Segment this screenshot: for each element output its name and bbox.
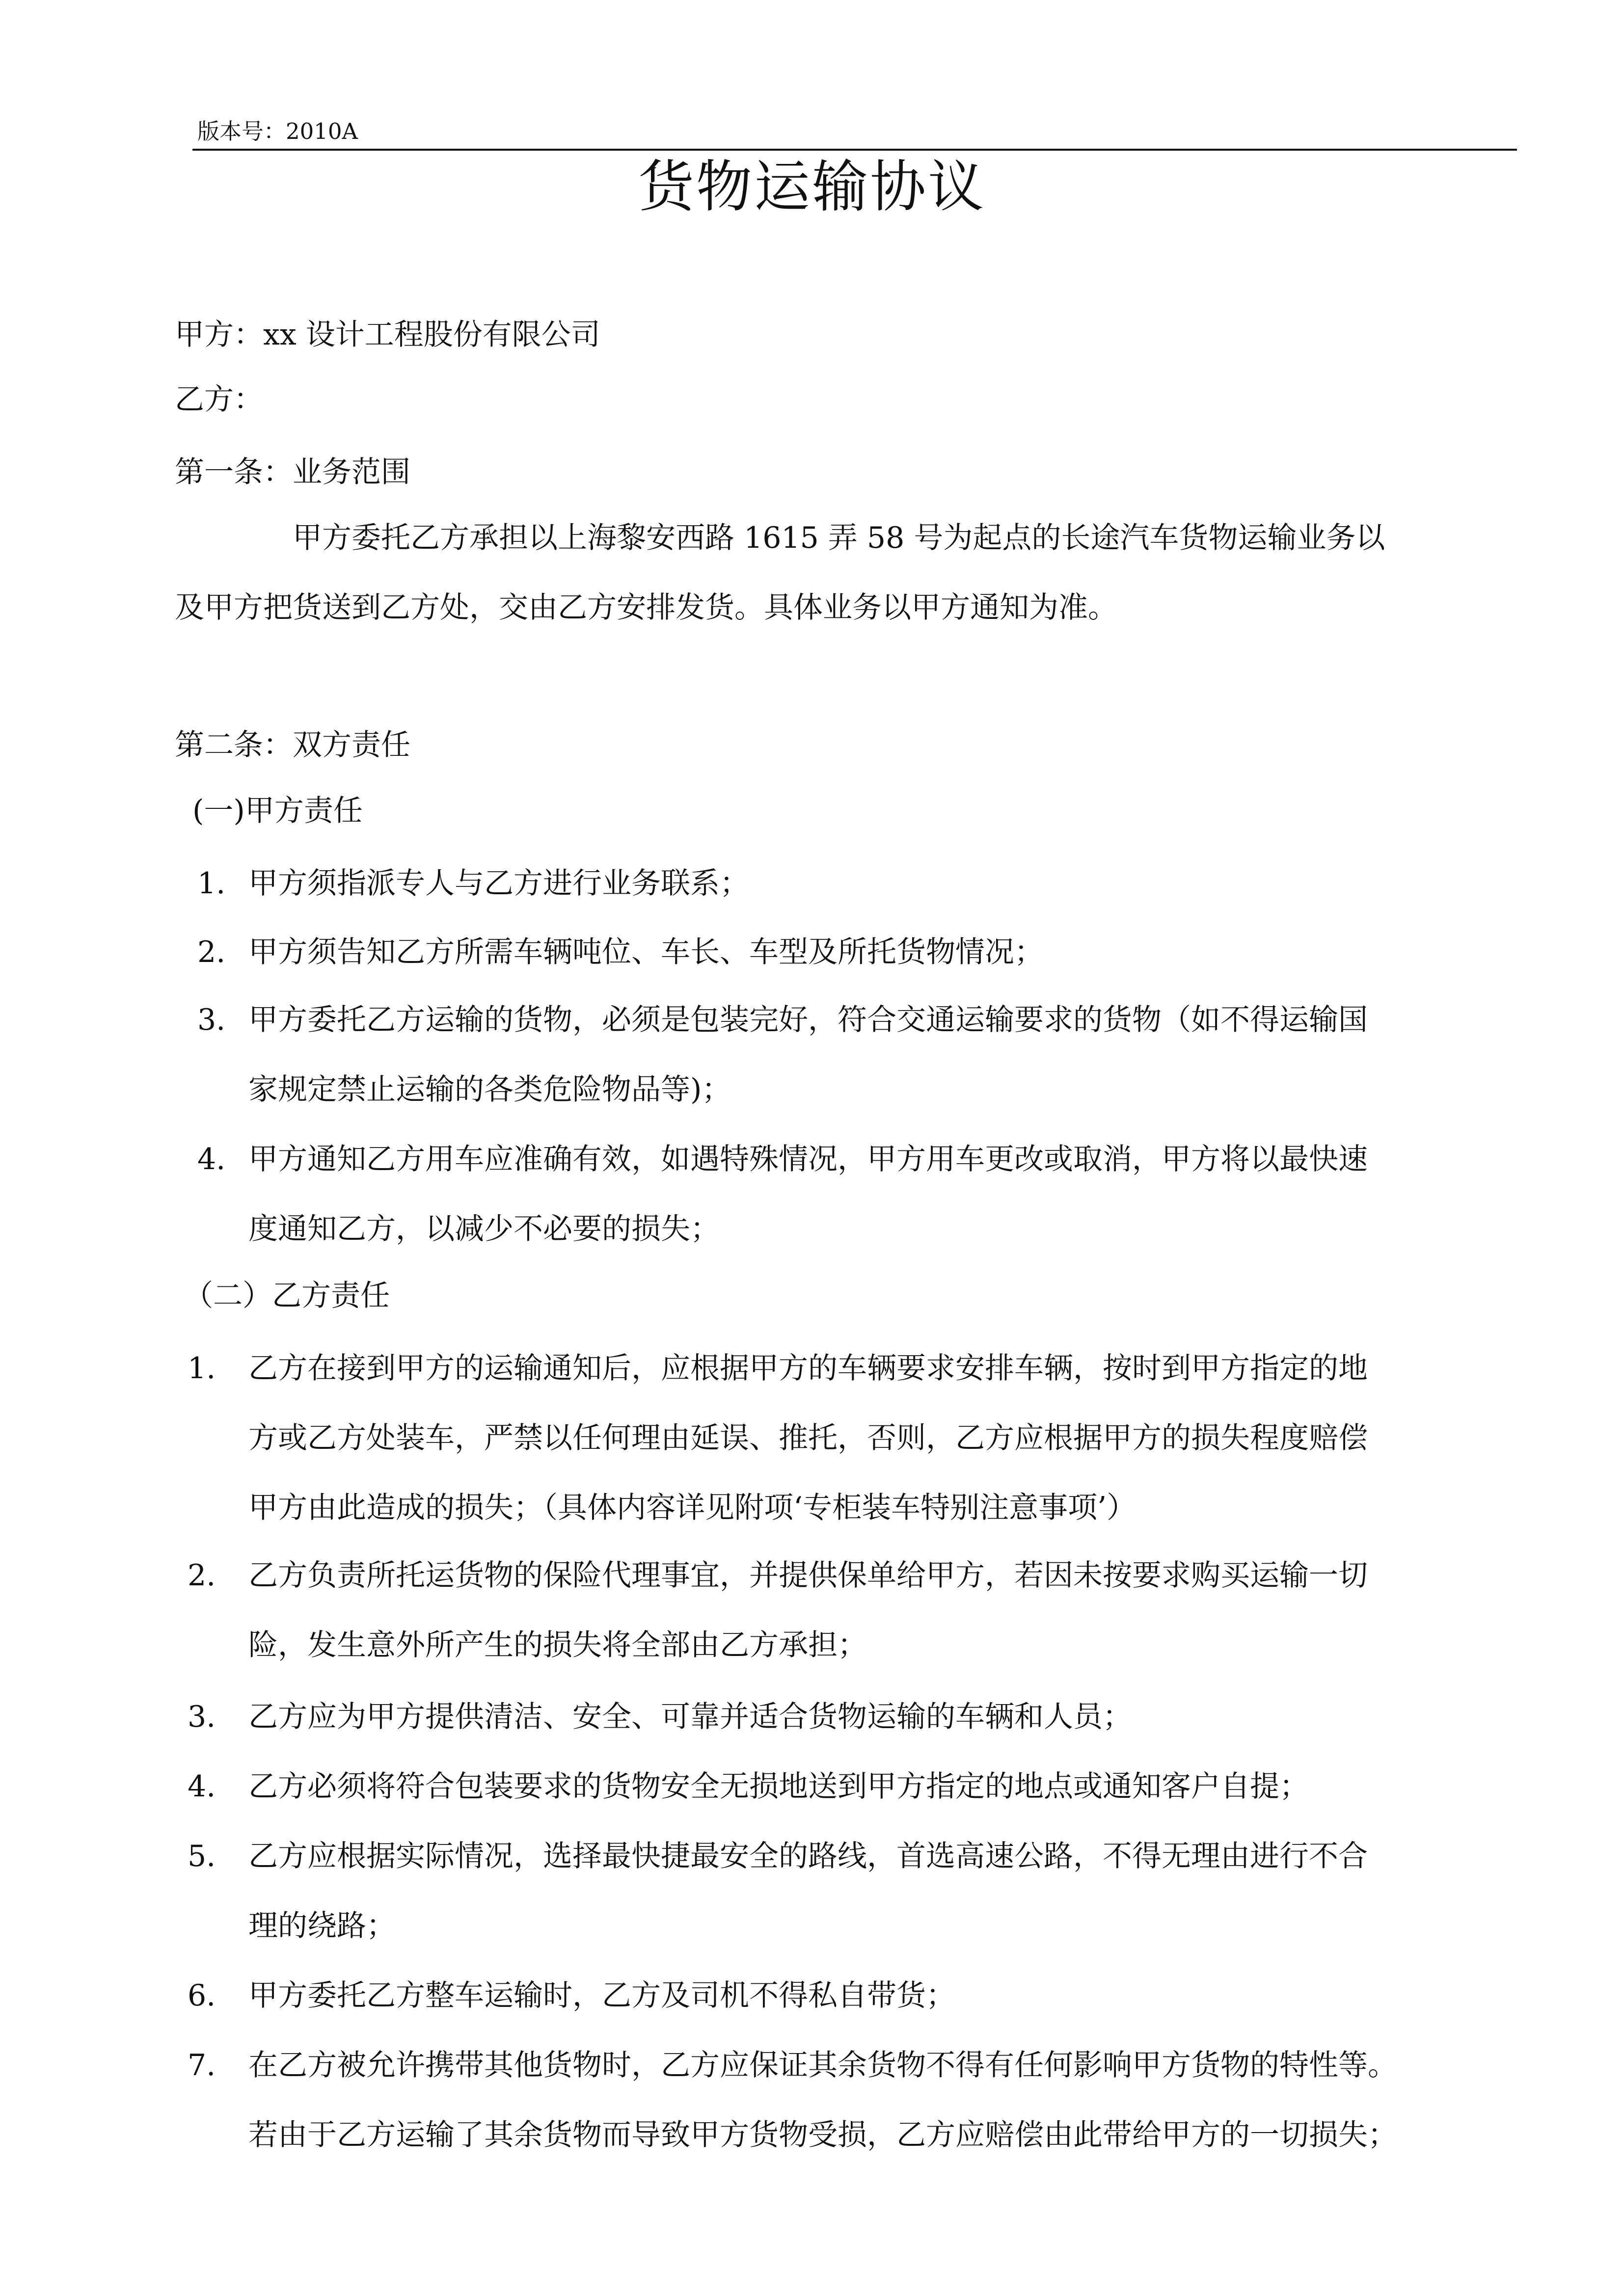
list-item-text: 乙方在接到甲方的运输通知后，应根据甲方的车辆要求安排车辆，按时到甲方指定的地 [248, 1351, 1368, 1386]
article-1-paragraph-line: 甲方委托乙方承担以上海黎安西路 1615 弄 58 号为起点的长途汽车货物运输业务以 [293, 521, 1385, 555]
list-item-text: 家规定禁止运输的各类危险物品等)； [248, 1072, 731, 1107]
list-item-text: 甲方须指派专人与乙方进行业务联系； [248, 866, 749, 901]
list-item-text: 甲方由此造成的损失；（具体内容详见附项‘专柜装车特别注意事项’） [248, 1491, 1137, 1525]
list-item-number: 1. [197, 866, 226, 901]
article-1-paragraph-line: 及甲方把货送到乙方处，交由乙方安排发货。具体业务以甲方通知为准。 [175, 590, 1117, 625]
list-item-text: 若由于乙方运输了其余货物而导致甲方货物受损，乙方应赔偿由此带给甲方的一切损失； [248, 2118, 1397, 2152]
party-b: 乙方： [175, 382, 263, 417]
article-2-heading: 第二条：双方责任 [175, 728, 410, 762]
list-item-number: 4. [188, 1769, 216, 1804]
list-item-text: 在乙方被允许携带其他货物时，乙方应保证其余货物不得有任何影响甲方货物的特性等。 [248, 2048, 1397, 2082]
list-item-number: 1. [188, 1351, 216, 1386]
list-item-number: 7. [188, 2048, 216, 2082]
section-a-heading: (一)甲方责任 [192, 794, 363, 828]
list-item-text: 险，发生意外所产生的损失将全部由乙方承担； [248, 1628, 867, 1662]
list-item-text: 乙方必须将符合包装要求的货物安全无损地送到甲方指定的地点或通知客户自提； [248, 1769, 1309, 1804]
list-item-number: 3. [197, 1003, 226, 1037]
list-item-text: 乙方应为甲方提供清洁、安全、可靠并适合货物运输的车辆和人员； [248, 1700, 1132, 1734]
party-a: 甲方：xx 设计工程股份有限公司 [175, 318, 600, 352]
version-number: 版本号：2010A [197, 118, 358, 144]
list-item-number: 3. [188, 1700, 216, 1734]
list-item-text: 甲方须告知乙方所需车辆吨位、车长、车型及所托货物情况； [248, 935, 1044, 969]
list-item-number: 4. [197, 1142, 226, 1176]
list-item-text: 理的绕路； [248, 1909, 396, 1943]
list-item-number: 2. [188, 1558, 216, 1593]
list-item-number: 2. [197, 935, 226, 969]
article-1-heading: 第一条：业务范围 [175, 455, 410, 489]
list-item-number: 5. [188, 1839, 216, 1873]
list-item-text: 方或乙方处装车，严禁以任何理由延误、推托，否则，乙方应根据甲方的损失程度赔偿 [248, 1421, 1368, 1455]
list-item-text: 乙方应根据实际情况，选择最快捷最安全的路线，首选高速公路，不得无理由进行不合 [248, 1839, 1368, 1873]
document-title: 货物运输协议 [638, 154, 986, 219]
list-item-number: 6. [188, 1978, 216, 2013]
section-b-heading: （二）乙方责任 [184, 1279, 390, 1313]
list-item-text: 乙方负责所托运货物的保险代理事宜，并提供保单给甲方，若因未按要求购买运输一切 [248, 1558, 1368, 1593]
list-item-text: 甲方委托乙方运输的货物，必须是包装完好，符合交通运输要求的货物（如不得运输国 [248, 1003, 1368, 1037]
list-item-text: 甲方委托乙方整车运输时，乙方及司机不得私自带货； [248, 1978, 955, 2013]
list-item-text: 度通知乙方，以减少不必要的损失； [248, 1212, 720, 1246]
list-item-text: 甲方通知乙方用车应准确有效，如遇特殊情况，甲方用车更改或取消，甲方将以最快速 [248, 1142, 1368, 1176]
